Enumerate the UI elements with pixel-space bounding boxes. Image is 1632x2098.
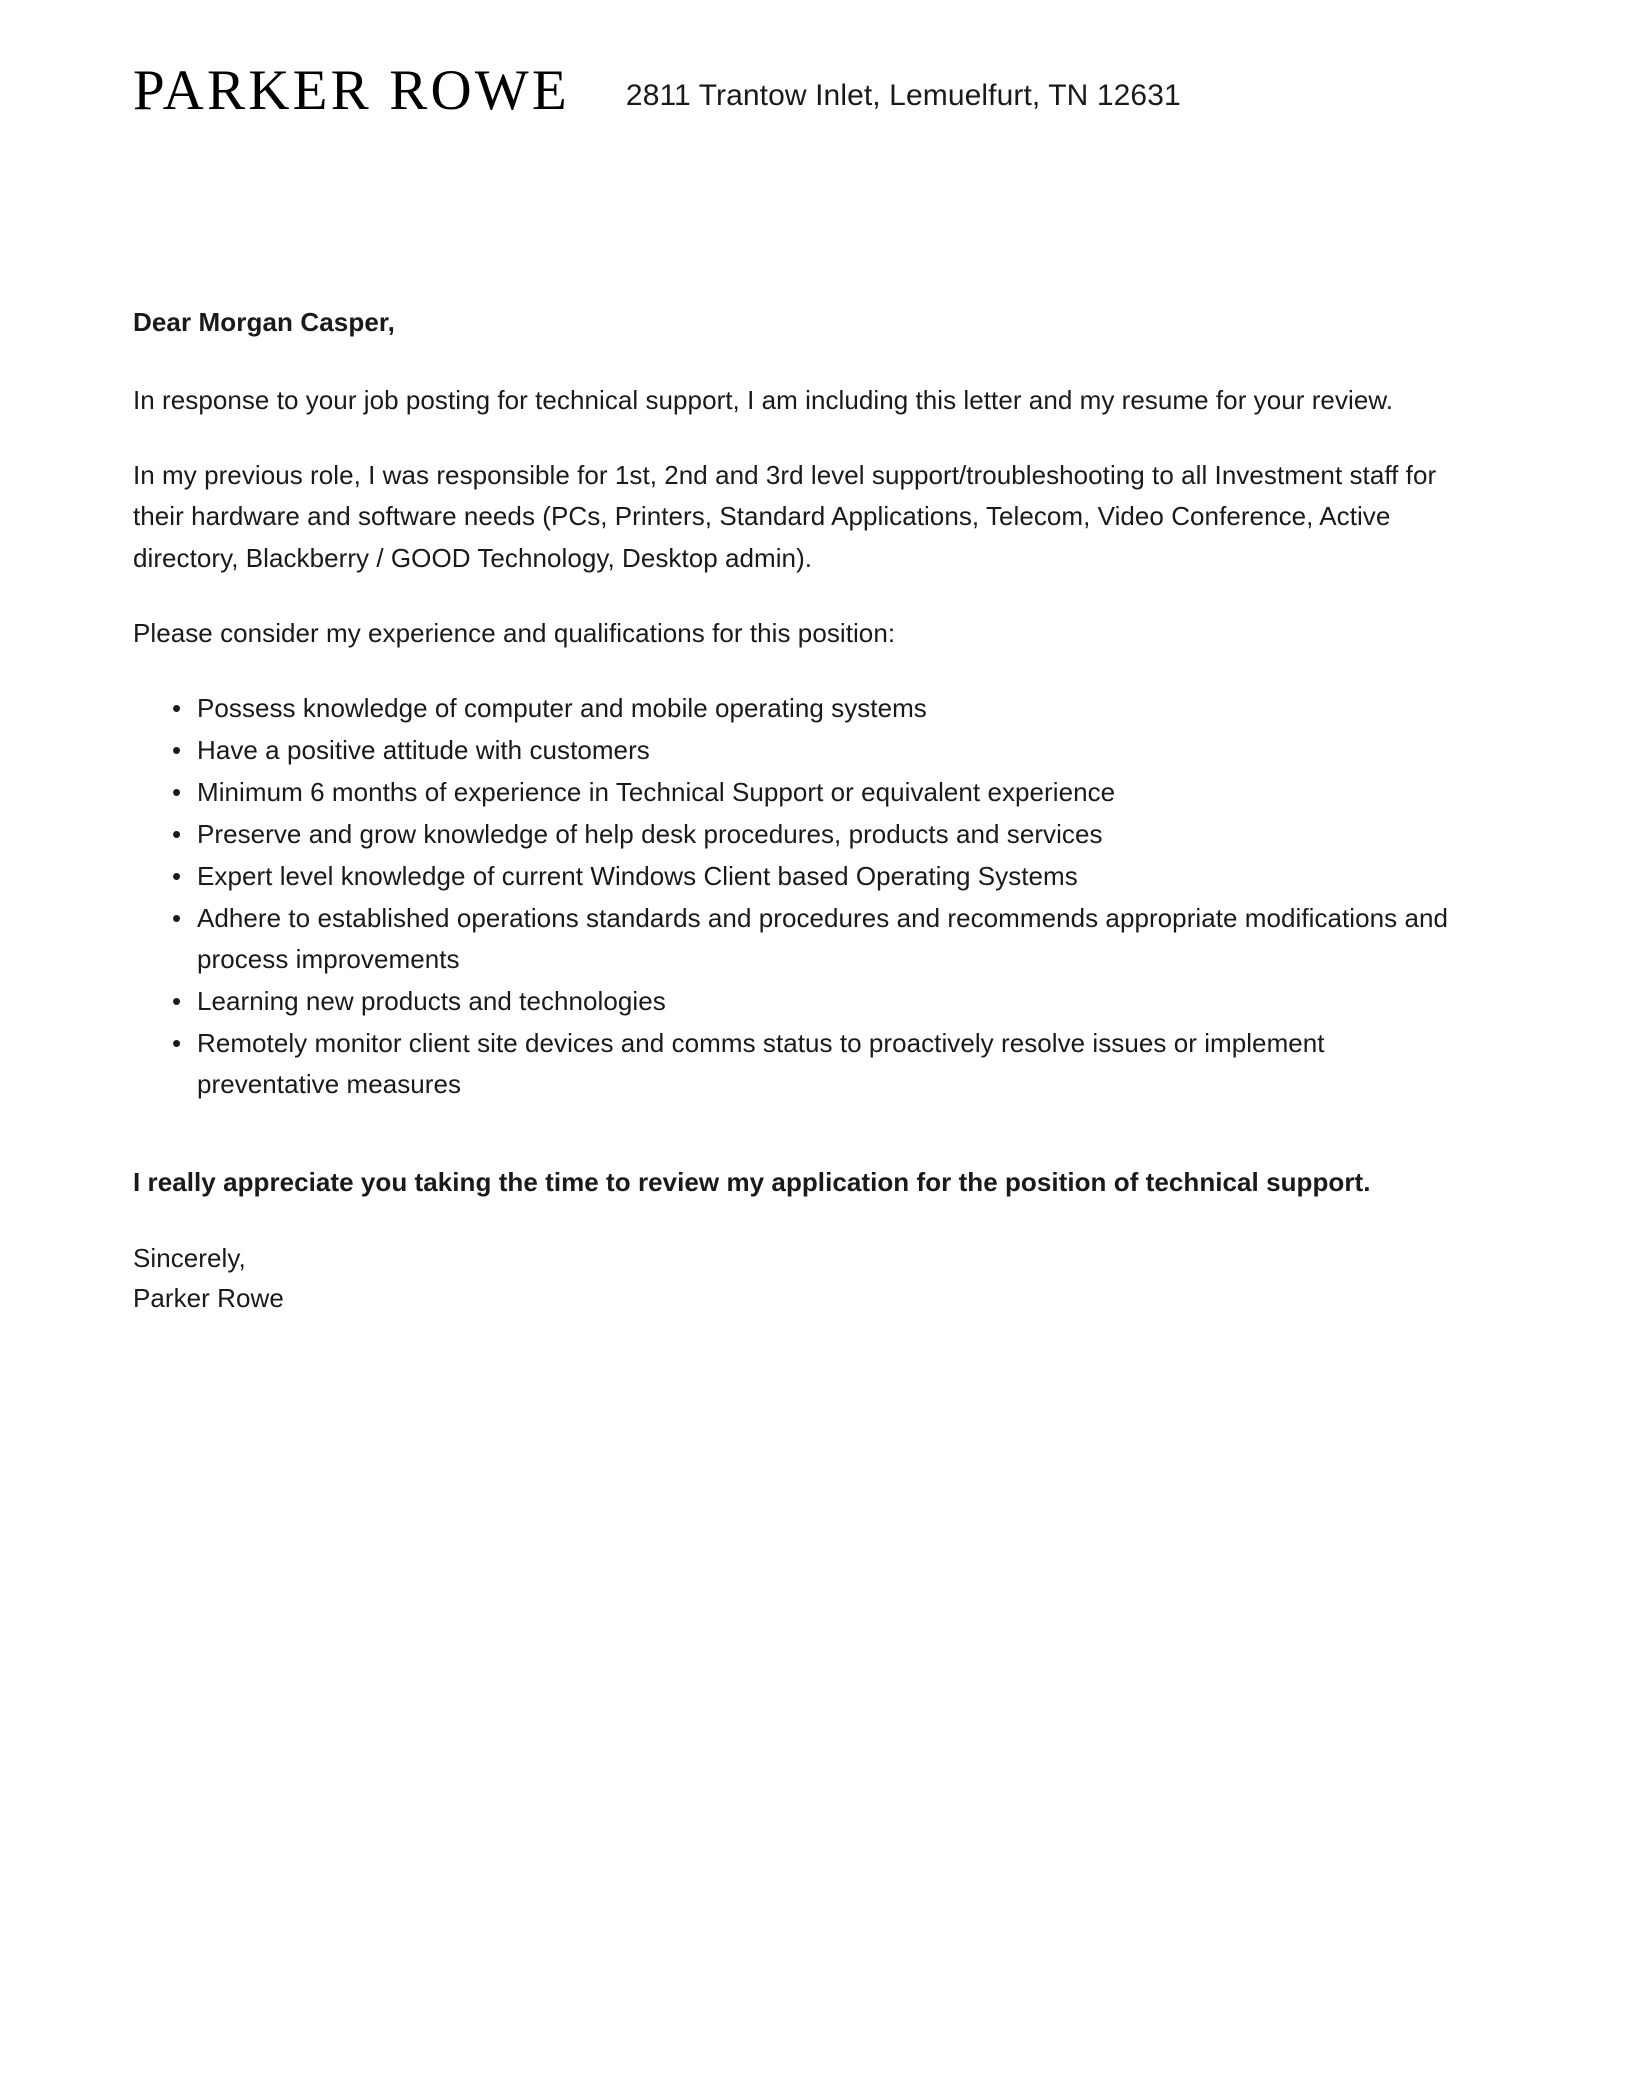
qualifications-intro: Please consider my experience and qualifications for this position:	[133, 617, 896, 648]
salutation: Dear Morgan Casper,	[133, 307, 395, 337]
signoff-closing: Sincerely,	[133, 1242, 246, 1273]
brand-name: PARKER ROWE	[133, 59, 570, 122]
letterhead-address: 2811 Trantow Inlet, Lemuelfurt, TN 12631	[625, 79, 1181, 112]
signoff-name: Parker Rowe	[133, 1282, 284, 1313]
signoff	[133, 1238, 1473, 1319]
list-item: • Adhere to established operations standards and procedures and recommends appropriate modifications and process improvements	[172, 898, 1473, 980]
letter-body	[133, 172, 1473, 1318]
closing-statement: I really appreciate you taking the time to review my application for the position of technical support.	[133, 1167, 1371, 1198]
paragraph-intro: In response to your job posting for technical support, I am including this letter and my resume for your review.	[133, 385, 1393, 416]
list-item: • Minimum 6 months of experience in Technical Support or equivalent experience	[172, 772, 1473, 813]
list-item: • Expert level knowledge of current Windows Client based Operating Systems	[172, 856, 1473, 897]
letterhead	[133, 0, 1499, 172]
paragraph-experience: In my previous role, I was responsible for 1st, 2nd and 3rd level support/troubleshooting to all Investment staff for their hardware and software needs (PCs, Printers, Standard Applications, Telecom, Video Conference, Active directory, Blackberry / GOOD Technology, Desktop admin).	[133, 460, 1437, 573]
list-item: • Possess knowledge of computer and mobile operating systems	[172, 688, 1473, 729]
list-item: • Remotely monitor client site devices and comms status to proactively resolve issues or implement preventative measures	[172, 1023, 1473, 1105]
list-item: • Preserve and grow knowledge of help desk procedures, products and services	[172, 814, 1473, 855]
list-item: • Learning new products and technologies	[172, 981, 1473, 1022]
qualifications-list	[133, 688, 1473, 1106]
list-item: • Have a positive attitude with customers	[172, 730, 1473, 771]
